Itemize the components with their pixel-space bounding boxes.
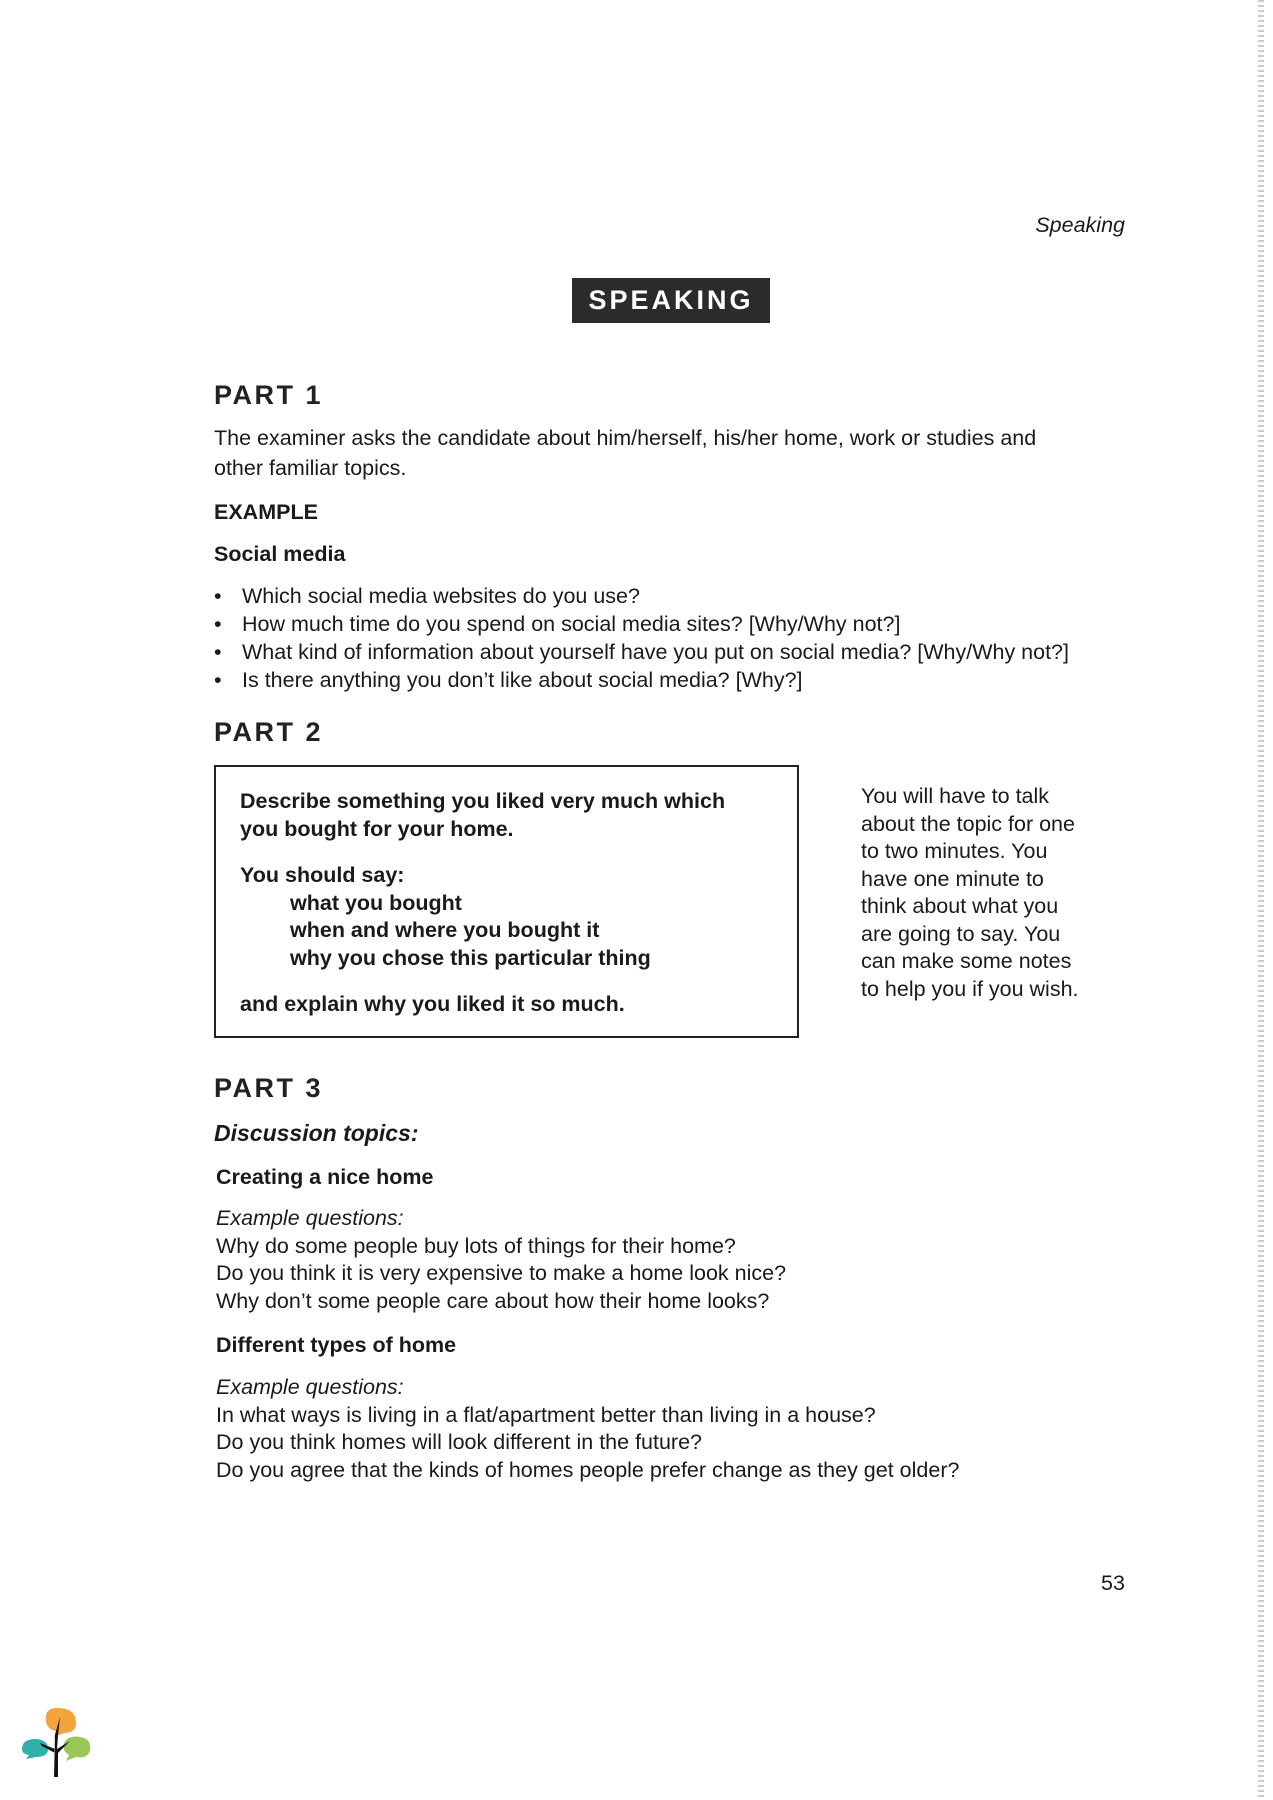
- part1-topic: Social media: [214, 542, 346, 566]
- part1-intro-line1: The examiner asks the candidate about him/herself, his/her home, work or studies and: [214, 426, 1037, 450]
- part3-title: PART 3: [214, 1073, 324, 1103]
- bullet-icon: •: [214, 612, 222, 636]
- topic-title: Creating a nice home: [216, 1165, 434, 1189]
- part3-subtitle: Discussion topics:: [214, 1120, 419, 1146]
- topic-questions: Example questions: In what ways is living in a flat/apartment better than living in a house? Do you think homes will look different in the future? Do you agree that the kinds of homes people prefer change as they get older?: [216, 1375, 960, 1482]
- cue-card-point: when and where you bought it: [290, 918, 600, 942]
- cue-card-should-say: You should say:: [240, 863, 405, 887]
- scan-edge: [1258, 0, 1264, 1800]
- list-item: • Is there anything you don’t like about social media? [Why?]: [214, 668, 803, 692]
- example-label: EXAMPLE: [214, 500, 318, 524]
- cue-card-point: why you chose this particular thing: [290, 946, 651, 970]
- list-item: • Which social media websites do you use?: [214, 584, 640, 608]
- list-item: • What kind of information about yourself have you put on social media? [Why/Why not?]: [214, 640, 1069, 664]
- section-header: Speaking: [1035, 213, 1125, 237]
- bullet-icon: •: [214, 640, 222, 664]
- part1-intro-line2: other familiar topics.: [214, 456, 407, 480]
- page-number: 53: [1101, 1571, 1125, 1595]
- topic-title: Different types of home: [216, 1333, 457, 1357]
- part1-title: PART 1: [214, 380, 324, 410]
- bullet-icon: •: [214, 668, 222, 692]
- list-item: • How much time do you spend on social media sites? [Why/Why not?]: [214, 612, 901, 636]
- speaking-banner: SPEAKING: [572, 278, 770, 323]
- part2-instructions: You will have to talk about the topic for one to two minutes. You have one minute to think about what you are going to say. You can make some notes to help you if you wish.: [861, 784, 1079, 1001]
- part2-title: PART 2: [214, 717, 324, 747]
- cue-card-closing: and explain why you liked it so much.: [240, 992, 625, 1016]
- bullet-icon: •: [214, 584, 222, 608]
- part1-question-list: [214, 582, 1069, 694]
- cue-card-task-line2: you bought for your home.: [240, 817, 514, 841]
- tree-logo-icon: [18, 1705, 98, 1780]
- cue-card-point: what you bought: [290, 891, 462, 915]
- cue-card-task-line1: Describe something you liked very much which: [240, 789, 726, 813]
- topic-questions: Example questions: Why do some people buy lots of things for their home? Do you think it is very expensive to make a home look nice? Why don’t some people care about how their home looks?: [216, 1206, 787, 1313]
